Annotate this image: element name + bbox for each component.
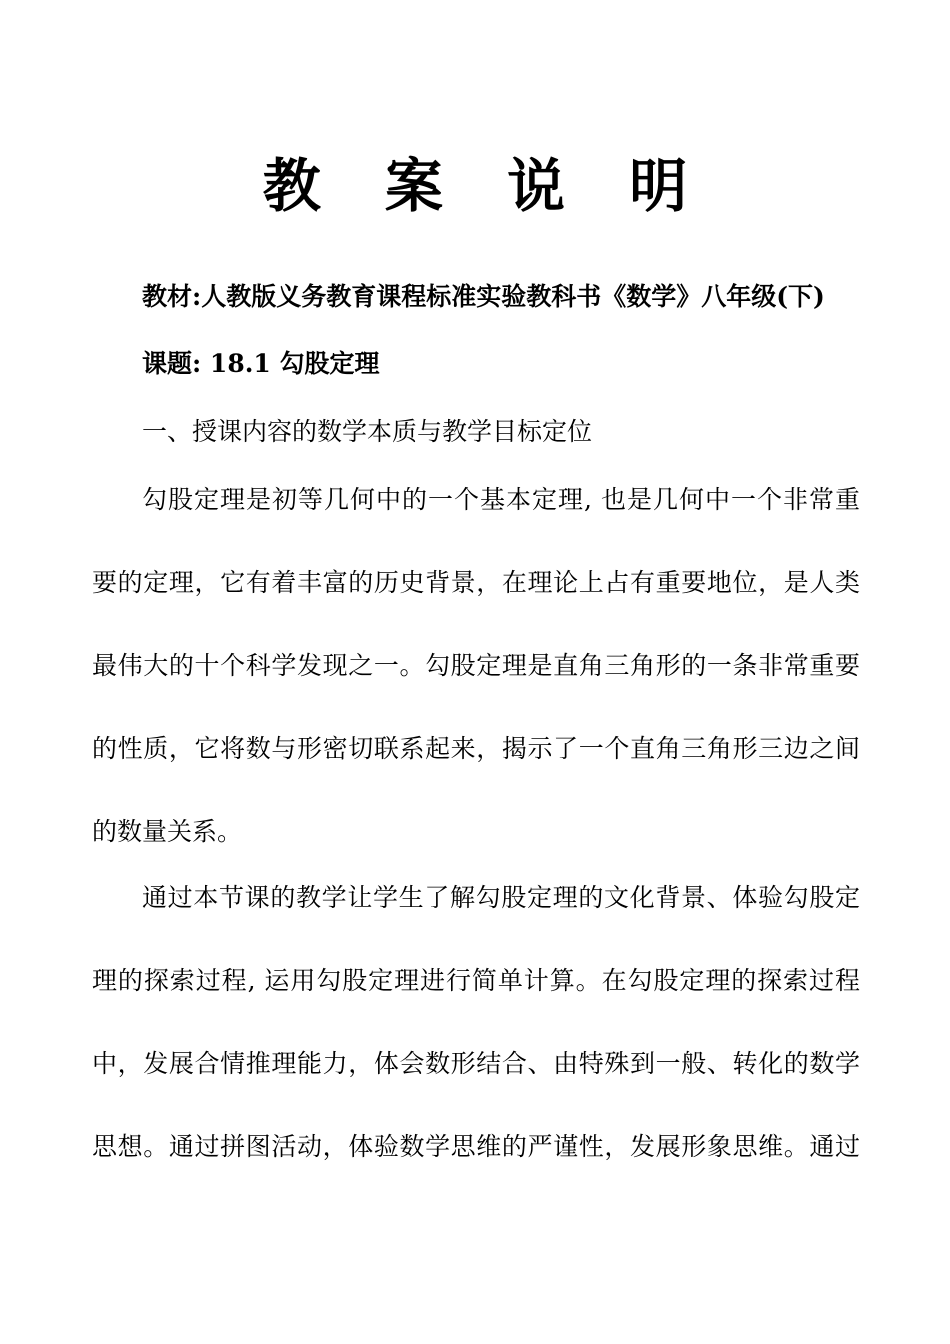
paragraph-line: 思想。通过拼图活动，体验数学思维的严谨性，发展形象思维。通过: [92, 1132, 860, 1161]
document-title: 教 案 说 明: [262, 152, 710, 220]
paragraph-line: 勾股定理是初等几何中的一个基本定理, 也是几何中一个非常重: [142, 485, 860, 514]
section-heading: 一、授课内容的数学本质与教学目标定位: [142, 417, 593, 446]
topic-line: 课题: 18.1 勾股定理: [142, 349, 380, 378]
paragraph-line: 的数量关系。: [92, 817, 243, 846]
paragraph-line: 中，发展合情推理能力，体会数形结合、由特殊到一般、转化的数学: [92, 1049, 860, 1078]
paragraph-line: 通过本节课的教学让学生了解勾股定理的文化背景、体验勾股定: [142, 883, 860, 912]
paragraph-line: 理的探索过程, 运用勾股定理进行简单计算。在勾股定理的探索过程: [92, 966, 860, 995]
paragraph-line: 最伟大的十个科学发现之一。勾股定理是直角三角形的一条非常重要: [92, 651, 860, 680]
paragraph-line: 要的定理，它有着丰富的历史背景，在理论上占有重要地位，是人类: [92, 568, 860, 597]
paragraph-line: 的性质，它将数与形密切联系起来，揭示了一个直角三角形三边之间: [92, 734, 860, 763]
material-line: 教材:人教版义务教育课程标准实验教科书《数学》八年级(下): [142, 282, 825, 311]
